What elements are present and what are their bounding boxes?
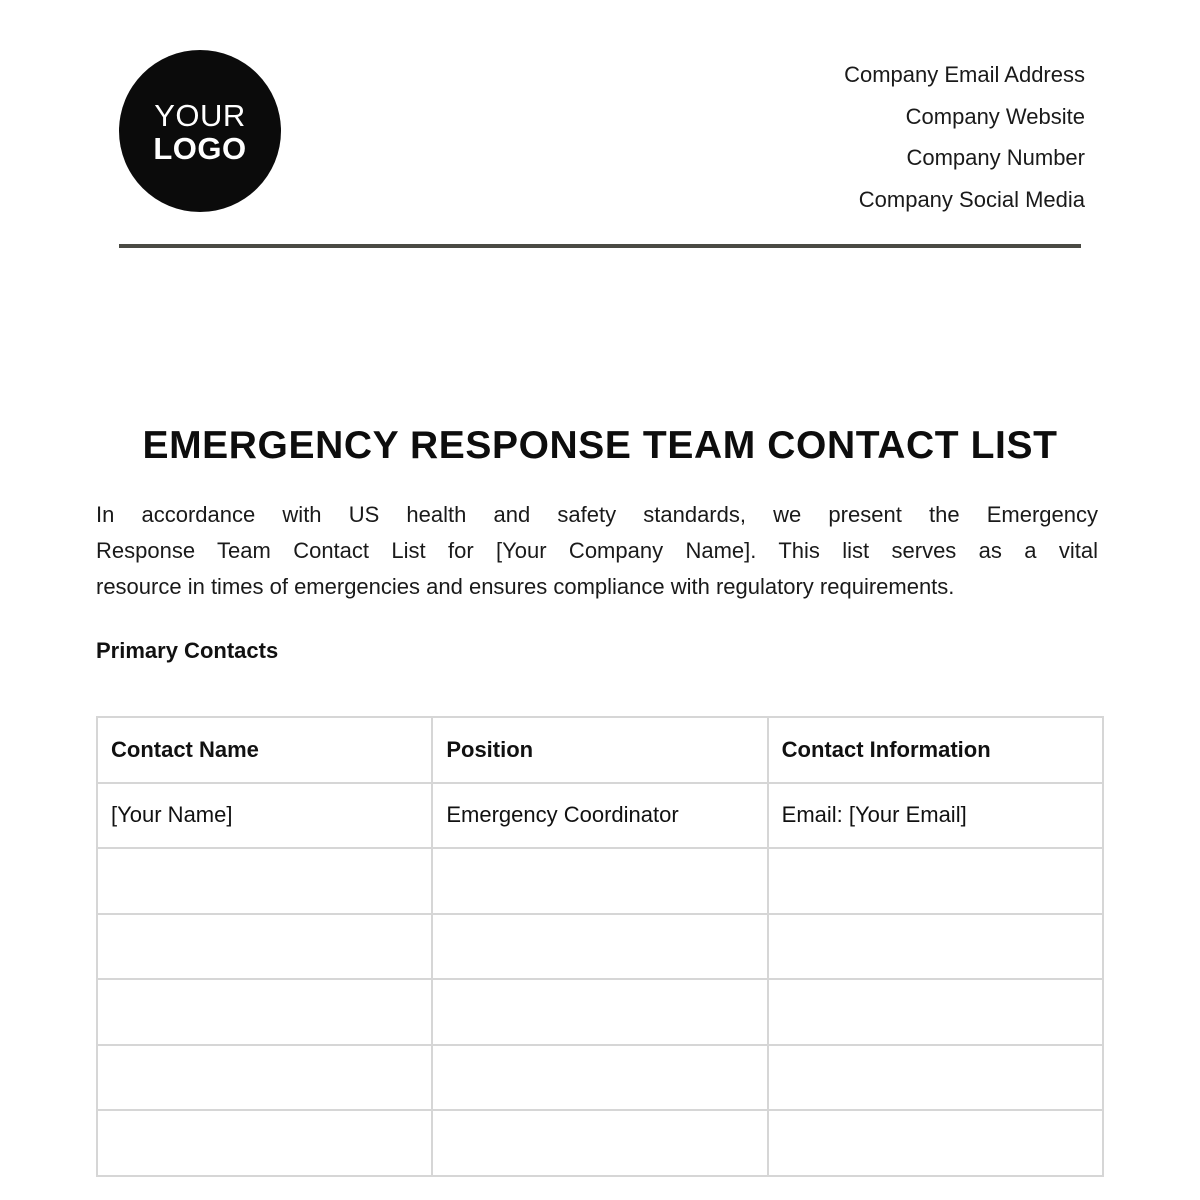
cell-contact-name: [97, 848, 432, 914]
column-header-contact-information: Contact Information: [768, 717, 1103, 783]
cell-contact-information: Email: [Your Email]: [768, 783, 1103, 849]
intro-line-3: resource in times of emergencies and ensures compliance with regulatory requirements.: [96, 574, 955, 599]
logo-text-your: YOUR: [154, 98, 246, 133]
company-logo: [119, 50, 281, 212]
company-email-address: Company Email Address: [844, 62, 1085, 87]
table-row: [97, 1045, 1103, 1111]
company-contact-block: [844, 54, 1085, 221]
cell-position: Emergency Coordinator: [432, 783, 767, 849]
cell-contact-information: [768, 979, 1103, 1045]
cell-contact-information: [768, 914, 1103, 980]
cell-contact-name: [97, 979, 432, 1045]
column-header-contact-name: Contact Name: [97, 717, 432, 783]
table-row: [97, 848, 1103, 914]
cell-contact-name: [Your Name]: [97, 783, 432, 849]
document-title: EMERGENCY RESPONSE TEAM CONTACT LIST: [142, 424, 1058, 467]
cell-contact-information: [768, 848, 1103, 914]
logo-text-logo: LOGO: [153, 131, 247, 166]
cell-contact-information: [768, 1045, 1103, 1111]
cell-contact-name: [97, 1045, 432, 1111]
cell-contact-name: [97, 1110, 432, 1176]
header-divider: [119, 244, 1081, 248]
cell-contact-information: [768, 1110, 1103, 1176]
intro-line-1: In accordance with US health and safety standards, we present the Emergency: [96, 502, 1098, 527]
company-website: Company Website: [905, 103, 1085, 129]
table-row: [97, 914, 1103, 980]
cell-position: [432, 914, 767, 980]
contacts-table: [96, 716, 1104, 1177]
table-row: [97, 783, 1103, 849]
table-row: [97, 1110, 1103, 1176]
cell-position: [432, 1045, 767, 1111]
cell-position: [432, 1110, 767, 1176]
section-heading-primary-contacts: Primary Contacts: [96, 638, 279, 663]
intro-line-2: Response Team Contact List for [Your Company Name]. This list serves as a vital: [96, 538, 1098, 563]
cell-position: [432, 979, 767, 1045]
table-row: [97, 979, 1103, 1045]
column-header-position: Position: [432, 717, 767, 783]
table-header-row: [97, 717, 1103, 783]
company-social-media: Company Social Media: [858, 187, 1085, 213]
company-number: Company Number: [906, 145, 1085, 171]
cell-position: [432, 848, 767, 914]
cell-contact-name: [97, 914, 432, 980]
